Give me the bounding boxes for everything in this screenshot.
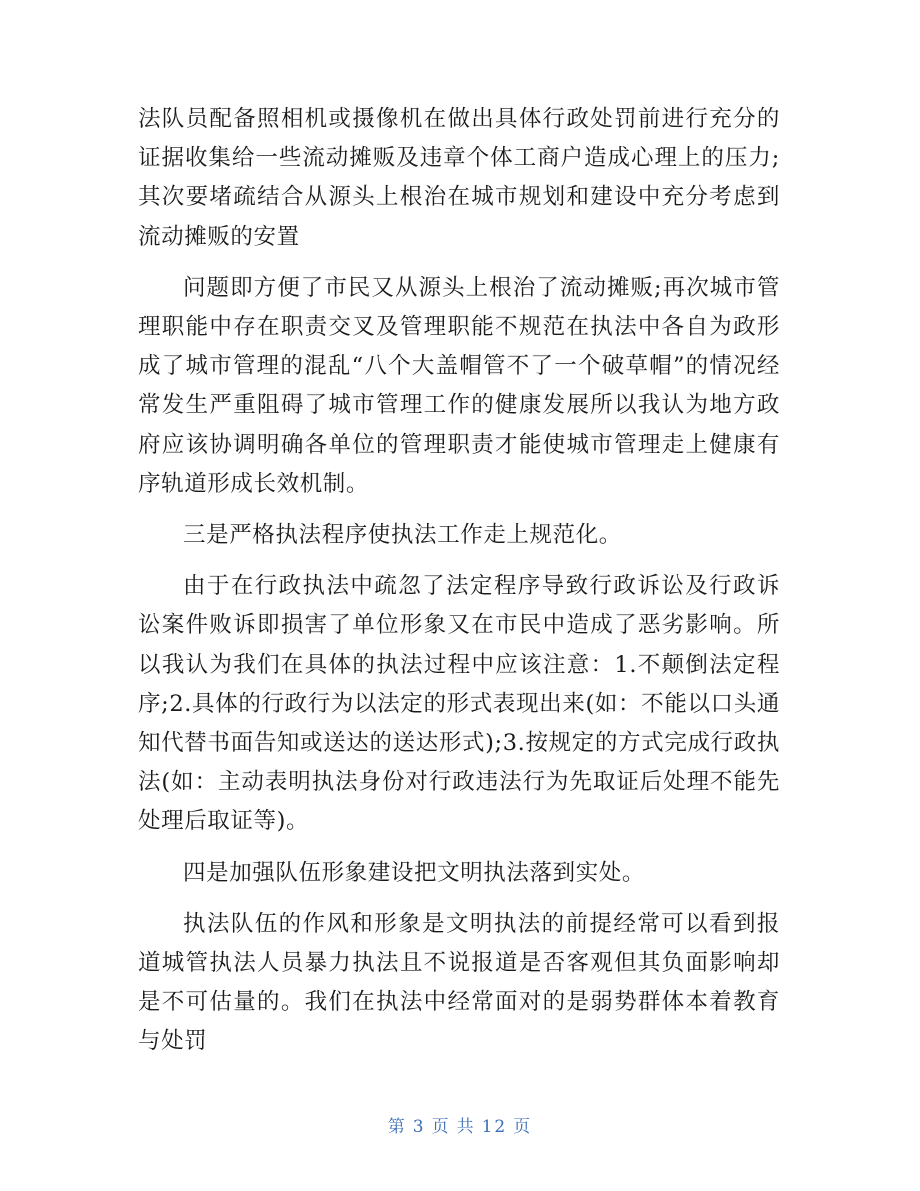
paragraph-gap (138, 555, 780, 567)
footer-label-total: 共 (456, 1117, 476, 1137)
paragraph-2: 问题即方便了市民又从源头上根治了流动摊贩;再次城市管理职能中存在职责交叉及管理职能不规范在执法中各自为政形成了城市管理的混乱“八个大盖帽管不了一个破草帽”的情况经常发生严重阻碍了城市管理工作的健康发展所以我认为地方政府应该协调明确各单位的管理职责才能使城市管理走上健康有序轨道形成长效机制。 (138, 274, 780, 497)
footer-label-unit-end: 页 (513, 1117, 533, 1137)
paragraph-gap (138, 257, 780, 269)
paragraph-gap (138, 842, 780, 854)
section-heading-5: 四是加强队伍形象建设把文明执法落到实处。 (183, 859, 646, 886)
footer-label-page: 第 (387, 1117, 407, 1137)
document-body (138, 100, 780, 1062)
page-footer (0, 1112, 920, 1137)
paragraph-1: 法队员配备照相机或摄像机在做出具体行政处罚前进行充分的证据收集给一些流动摊贩及违章个体工商户造成心理上的压力;其次要堵疏结合从源头上根治在城市规划和建设中充分考虑到流动摊贩的安置 (138, 106, 780, 250)
paragraph-gap (138, 893, 780, 905)
section-heading-3: 三是严格执法程序使执法工作走上规范化。 (183, 522, 622, 549)
footer-label-unit: 页 (431, 1117, 451, 1137)
footer-current-page: 3 (412, 1117, 426, 1137)
footer-total-pages: 12 (481, 1117, 508, 1137)
paragraph-4: 由于在行政执法中疏忽了法定程序导致行政诉讼及行政诉讼案件败诉即损害了单位形象又在市民中造成了恶劣影响。所以我认为我们在具体的执法过程中应该注意：1.不颠倒法定程序;2.具体的行政行为以法定的形式表现出来(如：不能以口头通知代替书面告知或送达的送达形式);3.按规定的方式完成行政执法(如：主动表明执法身份对行政违法行为先取证后处理不能先处理后取证等)。 (138, 573, 780, 835)
paragraph-6: 执法队伍的作风和形象是文明执法的前提经常可以看到报道城管执法人员暴力执法且不说报道是否客观但其负面影响却是不可估量的。我们在执法中经常面对的是弱势群体本着教育与处罚 (138, 910, 780, 1055)
paragraph-gap (138, 504, 780, 516)
